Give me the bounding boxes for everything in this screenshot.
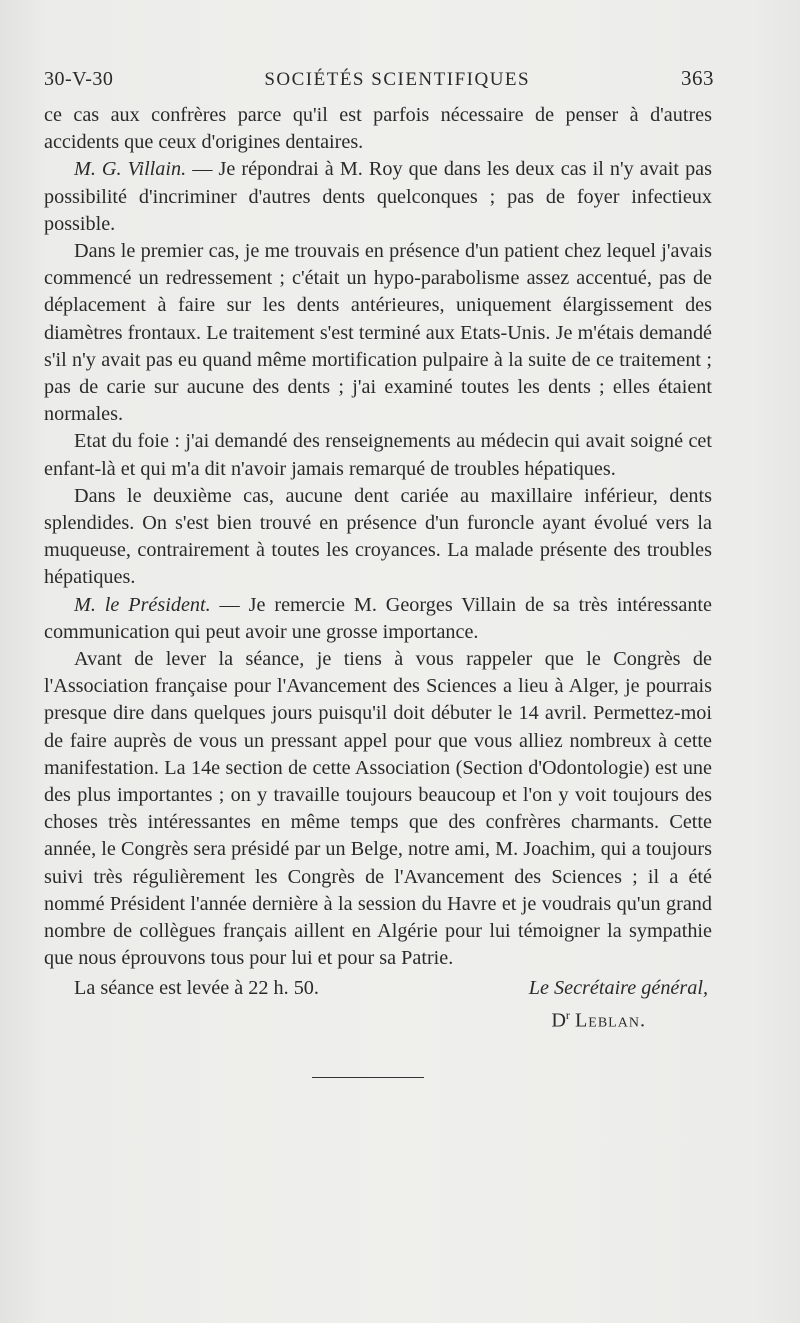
running-head (44, 66, 712, 94)
speaker-name: M. le Président. (74, 593, 211, 616)
header-title: SOCIÉTÉS SCIENTIFIQUES (264, 69, 531, 90)
paragraph-text: Dans le deuxième cas, aucune dent cariée au maxillaire inférieur, dents splendides. On s'est bien trouvé en présence d'un furoncle ayant évolué vers la muqueuse, contrairement à toutes les croyances. La malade présente des troubles hépatiques. (44, 484, 712, 589)
paragraph-liver-state (44, 428, 712, 482)
paragraph-congress-announcement (44, 646, 712, 972)
signature-prefix-sup: r (565, 1007, 570, 1022)
signature-prefix: D (551, 1009, 566, 1032)
paragraph-first-case (44, 238, 712, 428)
paragraph-second-case (44, 483, 712, 592)
secretary-title: Le Secrétaire général, (528, 976, 708, 999)
paragraph-villain-reply (44, 156, 712, 238)
paragraph-continuation (44, 102, 712, 156)
paragraph-text: Avant de lever la séance, je tiens à vous rappeler que le Congrès de l'Association française pour l'Avancement des Sciences a lieu à Alger, je pourrais presque dire dans quelques jours puisqu'il doit débuter le 14 avril. Permettez-moi de faire auprès de vous un pressant appel pour que vous alliez nombreux à cette manifestation. La 14e section de cette Association (Section d'Odontologie) est une des plus importantes ; on y travaille toujours beaucoup et l'on y voit toujours des choses très intéressantes en même temps que des confrères charmants. Cette année, le Congrès sera présidé par un Belge, notre ami, M. Joachim, qui a toujours suivi très régulièrement les Congrès de l'Avancement des Sciences ; il a été nommé Président l'année dernière à la session du Havre et je voudrais qu'un grand nombre de collègues français aillent en Algérie pour lui témoigner la sympathie que nous éprouvons tous pour lui et pour sa Patrie. (44, 648, 712, 970)
closing-line (44, 975, 712, 1002)
session-closed-text: La séance est levée à 22 h. 50. (74, 976, 319, 999)
end-rule (312, 1077, 424, 1078)
paragraph-text: ce cas aux confrères parce qu'il est parfois nécessaire de penser à d'autres accidents que ceux d'origines dentaires. (44, 104, 712, 154)
signature-name: Leblan. (574, 1009, 646, 1032)
speaker-name: M. G. Villain. (74, 158, 187, 181)
paragraph-text: — Je remercie M. Georges Villain de sa très intéressante communication qui peut avoir une grosse importance. (44, 593, 712, 643)
signature (44, 1002, 712, 1035)
paragraph-text: Dans le premier cas, je me trouvais en présence d'un patient chez lequel j'avais commencé un redressement ; c'était un hypo-parabolisme assez accentué, pas de déplacement à faire sur les dents antérieures, uniquement élargissement des diamètres frontaux. Le traitement s'est terminé aux Etats-Unis. Je m'étais demandé s'il n'y avait pas eu quand même mortification pulpaire à la suite de ce traitement ; pas de carie sur aucune des dents ; j'ai examiné toutes les dents ; elles étaient normales. (44, 240, 712, 426)
paragraph-text: — Je répondrai à M. Roy que dans les deux cas il n'y avait pas possibilité d'incriminer d'autres dents quelconques ; pas de foyer infectieux possible. (44, 158, 712, 235)
paragraph-text: Etat du foie : j'ai demandé des renseignements au médecin qui avait soigné cet enfant-là et qui m'a dit n'avoir jamais remarqué de troubles hépatiques. (44, 430, 712, 480)
body-text (44, 102, 712, 973)
header-date: 30-V-30 (44, 68, 114, 90)
page-number: 363 (680, 66, 714, 90)
paragraph-president-thanks (44, 592, 712, 646)
